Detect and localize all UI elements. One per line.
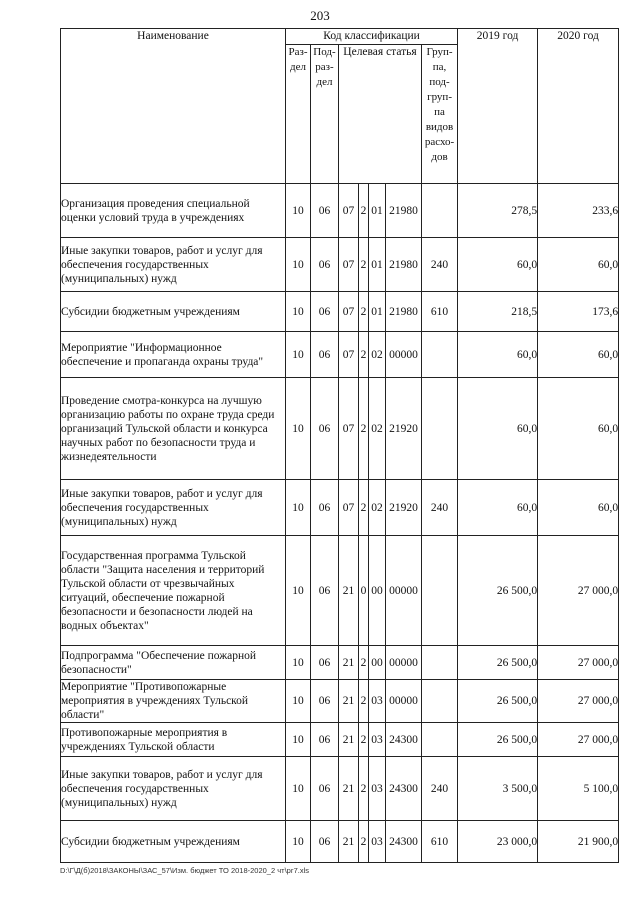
row-subsection: 06 <box>311 292 339 332</box>
row-expense-group <box>422 723 458 757</box>
row-amount-2019: 26 500,0 <box>458 680 538 723</box>
row-subsection: 06 <box>311 723 339 757</box>
row-amount-2020: 27 000,0 <box>538 680 619 723</box>
row-direction-code: 21980 <box>386 184 422 238</box>
row-subprogram-code: 2 <box>359 646 369 680</box>
row-section: 10 <box>286 378 311 480</box>
table-row <box>61 378 619 480</box>
row-amount-2019: 26 500,0 <box>458 723 538 757</box>
row-program-code: 21 <box>339 536 359 646</box>
row-expense-group <box>422 184 458 238</box>
row-program-code: 21 <box>339 723 359 757</box>
row-direction-code: 24300 <box>386 723 422 757</box>
row-expense-group: 610 <box>422 292 458 332</box>
row-expense-group <box>422 680 458 723</box>
row-program-code: 07 <box>339 378 359 480</box>
row-amount-2020: 5 100,0 <box>538 757 619 821</box>
row-direction-code: 24300 <box>386 821 422 863</box>
row-amount-2019: 23 000,0 <box>458 821 538 863</box>
table-row <box>61 680 619 723</box>
row-amount-2020: 60,0 <box>538 332 619 378</box>
row-program-code: 07 <box>339 184 359 238</box>
row-subprogram-code: 2 <box>359 723 369 757</box>
row-subsection: 06 <box>311 238 339 292</box>
page-number: 203 <box>310 8 330 23</box>
row-activity-code: 03 <box>369 723 386 757</box>
table-row <box>61 184 619 238</box>
row-activity-code: 01 <box>369 184 386 238</box>
budget-table <box>60 28 619 863</box>
row-amount-2020: 60,0 <box>538 238 619 292</box>
row-amount-2020: 60,0 <box>538 378 619 480</box>
row-expense-group <box>422 536 458 646</box>
row-amount-2019: 60,0 <box>458 332 538 378</box>
row-activity-code: 02 <box>369 332 386 378</box>
row-amount-2020: 27 000,0 <box>538 536 619 646</box>
row-expense-group: 240 <box>422 757 458 821</box>
row-program-code: 07 <box>339 238 359 292</box>
row-name: Подпрограмма "Обеспечение пожарной безопасности" <box>61 646 286 680</box>
row-direction-code: 21920 <box>386 378 422 480</box>
row-section: 10 <box>286 536 311 646</box>
row-direction-code: 24300 <box>386 757 422 821</box>
row-subprogram-code: 2 <box>359 184 369 238</box>
row-program-code: 07 <box>339 292 359 332</box>
row-direction-code: 00000 <box>386 646 422 680</box>
row-amount-2019: 26 500,0 <box>458 646 538 680</box>
row-subsection: 06 <box>311 332 339 378</box>
row-name: Противопожарные мероприятия в учреждениях Тульской области <box>61 723 286 757</box>
row-name: Иные закупки товаров, работ и услуг для обеспечения государственных (муниципальных) нужд <box>61 238 286 292</box>
table-row <box>61 332 619 378</box>
row-program-code: 21 <box>339 646 359 680</box>
row-amount-2019: 60,0 <box>458 378 538 480</box>
row-amount-2020: 233,6 <box>538 184 619 238</box>
row-section: 10 <box>286 646 311 680</box>
row-amount-2020: 21 900,0 <box>538 821 619 863</box>
row-amount-2020: 27 000,0 <box>538 646 619 680</box>
row-amount-2019: 60,0 <box>458 238 538 292</box>
row-subprogram-code: 2 <box>359 238 369 292</box>
row-section: 10 <box>286 238 311 292</box>
row-section: 10 <box>286 757 311 821</box>
row-section: 10 <box>286 680 311 723</box>
row-amount-2020: 60,0 <box>538 480 619 536</box>
row-subprogram-code: 2 <box>359 480 369 536</box>
file-path-footer: D:\Г\Д(б)2018\ЗАКОНЫ\ЗАС_57\Изм. бюджет ТО 2018-2020_2 чт\рг7.xls <box>60 866 309 875</box>
row-activity-code: 00 <box>369 646 386 680</box>
row-name: Мероприятие "Противопожарные мероприятия в учреждениях Тульской области" <box>61 680 286 723</box>
row-amount-2019: 26 500,0 <box>458 536 538 646</box>
row-expense-group <box>422 332 458 378</box>
row-name: Организация проведения специальной оценки условий труда в учреждениях <box>61 184 286 238</box>
table-row <box>61 480 619 536</box>
row-direction-code: 21980 <box>386 238 422 292</box>
table-row <box>61 723 619 757</box>
row-subsection: 06 <box>311 184 339 238</box>
header-year-2020: 2020 год <box>538 29 619 184</box>
row-program-code: 07 <box>339 480 359 536</box>
row-subsection: 06 <box>311 680 339 723</box>
table-row <box>61 292 619 332</box>
row-activity-code: 03 <box>369 821 386 863</box>
row-direction-code: 00000 <box>386 332 422 378</box>
row-program-code: 21 <box>339 757 359 821</box>
row-activity-code: 02 <box>369 480 386 536</box>
row-direction-code: 21920 <box>386 480 422 536</box>
row-subprogram-code: 2 <box>359 757 369 821</box>
row-activity-code: 01 <box>369 292 386 332</box>
row-amount-2019: 3 500,0 <box>458 757 538 821</box>
row-subprogram-code: 0 <box>359 536 369 646</box>
row-amount-2020: 173,6 <box>538 292 619 332</box>
table-row <box>61 646 619 680</box>
row-program-code: 07 <box>339 332 359 378</box>
row-subprogram-code: 2 <box>359 378 369 480</box>
row-amount-2019: 278,5 <box>458 184 538 238</box>
header-year-2019: 2019 год <box>458 29 538 184</box>
row-activity-code: 03 <box>369 757 386 821</box>
row-name: Проведение смотра-конкурса на лучшую организацию работы по охране труда среди организаций Тульской области и конкурса научных работ по безопасности труда и жизнедеятельности <box>61 378 286 480</box>
row-subsection: 06 <box>311 480 339 536</box>
row-subsection: 06 <box>311 378 339 480</box>
row-direction-code: 21980 <box>386 292 422 332</box>
row-program-code: 21 <box>339 821 359 863</box>
row-expense-group <box>422 378 458 480</box>
row-name: Государственная программа Тульской области "Защита населения и территорий Тульской области от чрезвычайных ситуаций, обеспечение пожарной безопасности и безопасности людей на водных объектах" <box>61 536 286 646</box>
header-name: Наименование <box>61 29 286 184</box>
row-section: 10 <box>286 292 311 332</box>
row-amount-2020: 27 000,0 <box>538 723 619 757</box>
row-subsection: 06 <box>311 821 339 863</box>
header-subsection: Под-раз-дел <box>311 45 339 184</box>
row-name: Субсидии бюджетным учреждениям <box>61 292 286 332</box>
row-program-code: 21 <box>339 680 359 723</box>
row-amount-2019: 218,5 <box>458 292 538 332</box>
header-expense-group: Груп-па, под-груп-па видов расхо-дов <box>422 45 458 184</box>
header-target-article: Целевая статья <box>339 45 422 184</box>
row-subprogram-code: 2 <box>359 332 369 378</box>
table-row <box>61 238 619 292</box>
row-section: 10 <box>286 184 311 238</box>
row-section: 10 <box>286 821 311 863</box>
row-activity-code: 03 <box>369 680 386 723</box>
row-name: Иные закупки товаров, работ и услуг для обеспечения государственных (муниципальных) нужд <box>61 480 286 536</box>
row-subprogram-code: 2 <box>359 292 369 332</box>
row-subsection: 06 <box>311 646 339 680</box>
row-activity-code: 00 <box>369 536 386 646</box>
row-section: 10 <box>286 723 311 757</box>
row-expense-group: 240 <box>422 480 458 536</box>
row-expense-group: 240 <box>422 238 458 292</box>
row-subsection: 06 <box>311 757 339 821</box>
row-section: 10 <box>286 332 311 378</box>
row-direction-code: 00000 <box>386 680 422 723</box>
row-activity-code: 02 <box>369 378 386 480</box>
row-name: Субсидии бюджетным учреждениям <box>61 821 286 863</box>
row-subsection: 06 <box>311 536 339 646</box>
table-row <box>61 757 619 821</box>
row-amount-2019: 60,0 <box>458 480 538 536</box>
header-code-group: Код классификации <box>286 29 458 45</box>
row-expense-group: 610 <box>422 821 458 863</box>
row-section: 10 <box>286 480 311 536</box>
row-subprogram-code: 2 <box>359 821 369 863</box>
header-section: Раз-дел <box>286 45 311 184</box>
row-activity-code: 01 <box>369 238 386 292</box>
table-row <box>61 821 619 863</box>
row-direction-code: 00000 <box>386 536 422 646</box>
row-name: Мероприятие "Информационное обеспечение и пропаганда охраны труда" <box>61 332 286 378</box>
row-name: Иные закупки товаров, работ и услуг для обеспечения государственных (муниципальных) нужд <box>61 757 286 821</box>
row-expense-group <box>422 646 458 680</box>
table-row <box>61 536 619 646</box>
row-subprogram-code: 2 <box>359 680 369 723</box>
